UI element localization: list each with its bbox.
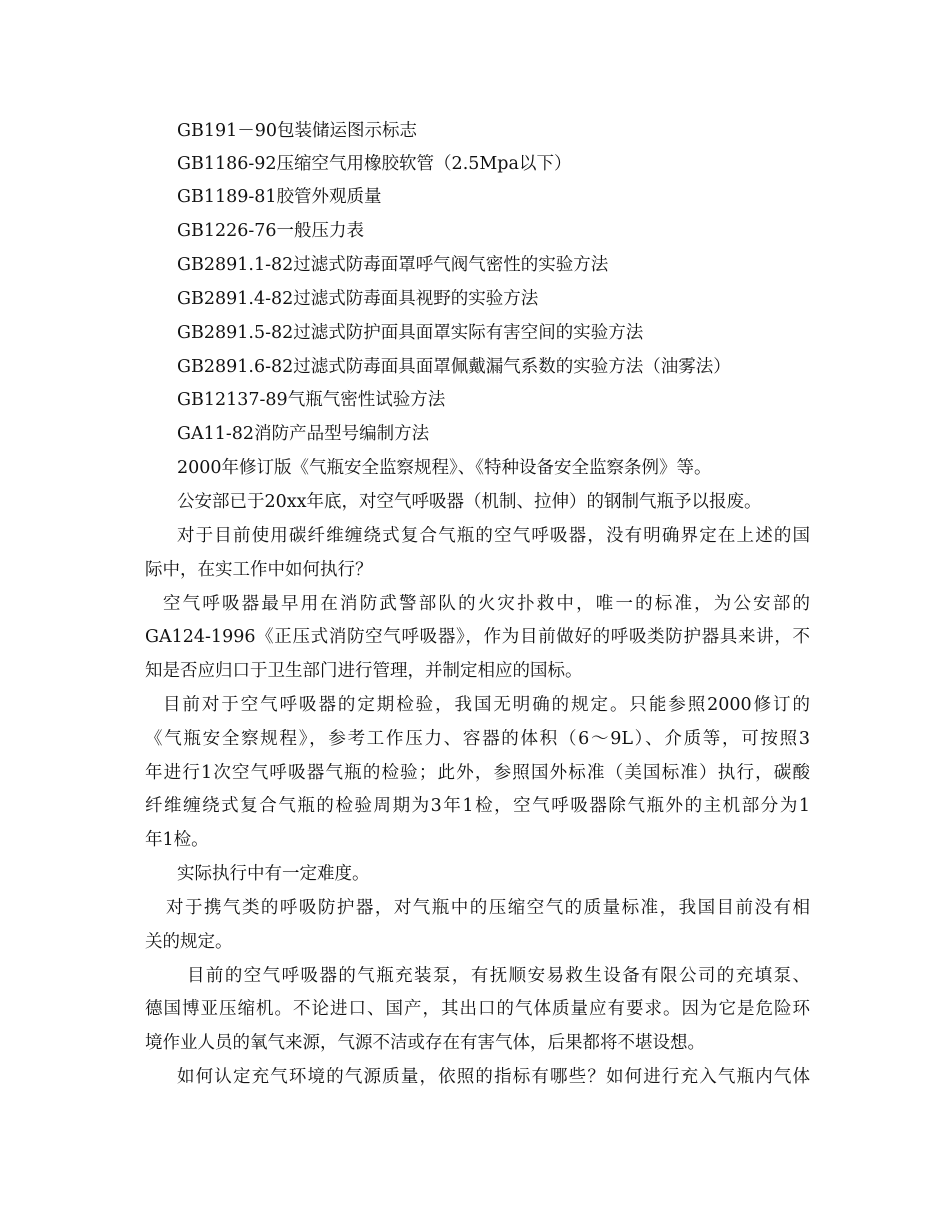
paragraph-line: 关的规定。: [145, 932, 233, 952]
paragraph-line: 年进行1次空气呼吸器气瓶的检验；此外，参照国外标准（美国标准）执行，碳酸: [145, 763, 810, 783]
paragraph-line: 空气呼吸器最早用在消防武警部队的火灾扑救中，唯一的标准，为公安部的: [163, 594, 810, 614]
standard-item: GB2891.1-82过滤式防毒面罩呼气阀气密性的实验方法: [177, 255, 609, 275]
standard-item: GB2891.4-82过滤式防毒面具视野的实验方法: [177, 289, 539, 309]
standard-item: 2000年修订版《气瓶安全监察规程》、《特种设备安全监察条例》等。: [177, 458, 712, 478]
paragraph-line: 知是否应归口于卫生部门进行管理，并制定相应的国标。: [145, 661, 583, 681]
paragraph-line: 如何认定充气环境的气源质量，依照的指标有哪些？如何进行充入气瓶内气体: [177, 1067, 810, 1087]
paragraph-line: 境作业人员的氧气来源，气源不洁或存在有害气体，后果都将不堪设想。: [145, 1033, 705, 1053]
paragraph-line: 公安部已于20xx年底，对空气呼吸器（机制、拉伸）的钢制气瓶予以报废。: [177, 492, 762, 512]
paragraph-line: 实际执行中有一定难度。: [177, 864, 370, 884]
standard-item: GB191－90包装储运图示标志: [177, 121, 418, 141]
standard-item: GB12137-89气瓶气密性试验方法: [177, 390, 446, 410]
paragraph-line: 目前的空气呼吸器的气瓶充装泵，有抚顺安易救生设备有限公司的充填泵、: [187, 966, 810, 986]
paragraph-line: GA124-1996《正压式消防空气呼吸器》，作为目前做好的呼吸类防护器具来讲，不: [145, 627, 810, 647]
standard-item: GB1186-92压缩空气用橡胶软管（2.5Mpa以下）: [177, 154, 572, 174]
paragraph-line: 对于目前使用碳纤维缠绕式复合气瓶的空气呼吸器，没有明确界定在上述的国: [177, 526, 810, 546]
paragraph-line: 纤维缠绕式复合气瓶的检验周期为3年1检，空气呼吸器除气瓶外的主机部分为1: [145, 796, 810, 816]
paragraph-line: 际中，在实工作中如何执行？: [145, 560, 373, 580]
standard-item: GB1226-76一般压力表: [177, 221, 365, 241]
paragraph-line: 对于携气类的呼吸防护器，对气瓶中的压缩空气的质量标准，我国目前没有相: [166, 898, 810, 918]
standard-item: GA11-82消防产品型号编制方法: [177, 424, 430, 444]
standard-item: GB1189-81胶管外观质量: [177, 187, 382, 207]
standard-item: GB2891.5-82过滤式防护面具面罩实际有害空间的实验方法: [177, 323, 644, 343]
paragraph-line: 目前对于空气呼吸器的定期检验，我国无明确的规定。只能参照2000修订的: [163, 695, 810, 715]
paragraph-line: 《气瓶安全察规程》，参考工作压力、容器的体积（6～9L）、介质等，可按照3: [145, 729, 810, 749]
paragraph-line: 德国博亚压缩机。不论进口、国产，其出口的气体质量应有要求。因为它是危险环: [145, 999, 810, 1019]
standard-item: GB2891.6-82过滤式防毒面具面罩佩戴漏气系数的实验方法（油雾法）: [177, 357, 731, 377]
paragraph-line: 年1检。: [145, 830, 209, 850]
